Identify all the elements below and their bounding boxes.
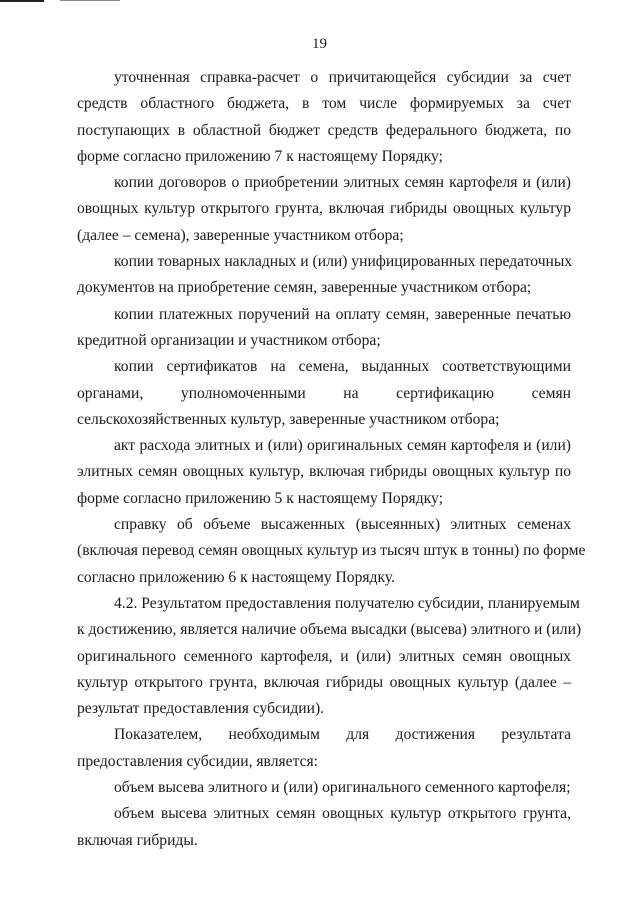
text-line: объем высева элитных семян овощных культур открытого грунта, [114, 805, 571, 823]
text-line: культур открытого грунта, включая гибриды овощных культур (далее – [77, 673, 571, 691]
text-line: копии договоров о приобретении элитных семян картофеля и (или) [114, 174, 571, 192]
paragraph [77, 170, 571, 249]
text-line: копии товарных накладных и (или) унифицированных передаточных [114, 253, 573, 271]
document-body [77, 65, 586, 854]
text-line: документов на приобретение семян, заверенные участником отбора; [77, 279, 532, 297]
text-line: согласно приложению 6 к настоящему Порядку. [77, 568, 395, 586]
paragraph [77, 249, 571, 302]
text-line: элитных семян овощных культур, включая гибриды овощных культур по [77, 463, 571, 481]
text-line: копии платежных поручений на оплату семян, заверенные печатью [114, 305, 571, 323]
text-line: форме согласно приложению 7 к настоящему Порядку; [77, 147, 443, 165]
text-line: Показателем, необходимым для достижения результата [114, 726, 571, 744]
text-line: справку об объеме высаженных (высеянных) элитных семенах [114, 516, 571, 534]
text-line: средств областного бюджета, в том числе формируемых за счет [77, 95, 571, 113]
text-line: 4.2. Результатом предоставления получателю субсидии, планируемым [114, 594, 580, 612]
page-number: 19 [312, 36, 327, 52]
scan-artifact [0, 0, 44, 2]
paragraph [77, 591, 582, 722]
text-line: включая гибриды. [77, 831, 198, 849]
text-line: оригинального семенного картофеля, и (или) элитных семян овощных [77, 647, 571, 665]
text-line: сельскохозяйственных культур, заверенные участником отбора; [77, 410, 500, 428]
text-line: поступающих в областной бюджет средств федерального бюджета, по [77, 121, 571, 139]
paragraph [77, 722, 571, 775]
paragraph [77, 775, 571, 801]
text-line: результат предоставления субсидии). [77, 700, 325, 718]
text-line: кредитной организации и участником отбора; [77, 331, 381, 349]
text-line: уточненная справка-расчет о причитающейся субсидии за счет [114, 69, 571, 86]
paragraph [77, 354, 571, 433]
text-line: к достижению, является наличие объема высадки (высева) элитного и (или) [77, 621, 582, 639]
text-line: копии сертификатов на семена, выданных соответствующими [114, 358, 571, 376]
text-line: акт расхода элитных и (или) оригинальных семян картофеля и (или) [114, 437, 571, 455]
text-line: объем высева элитного и (или) оригинального семенного картофеля; [114, 779, 571, 797]
text-line: (включая перевод семян овощных культур из тысяч штук в тонны) по форме [77, 542, 586, 560]
paragraph [77, 65, 571, 170]
paragraph [77, 302, 571, 355]
paragraph [77, 433, 571, 512]
scan-artifact [60, 0, 120, 1]
paragraph [77, 801, 571, 854]
text-line: овощных культур открытого грунта, включая гибриды овощных культур [77, 200, 571, 218]
text-line: форме согласно приложению 5 к настоящему Порядку; [77, 489, 443, 507]
text-line: (далее – семена), заверенные участником отбора; [77, 226, 404, 244]
text-line: органами, уполномоченными на сертификацию семян [77, 384, 571, 402]
text-line: предоставления субсидии, является: [77, 752, 319, 770]
paragraph [77, 512, 586, 591]
